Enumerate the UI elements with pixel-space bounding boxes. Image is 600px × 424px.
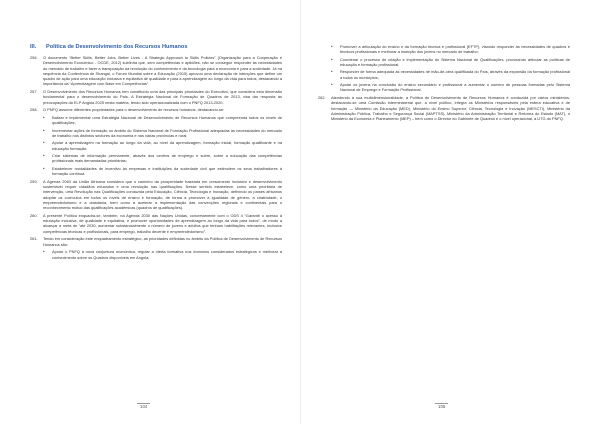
bullet-icon: • — [43, 153, 45, 159]
right-page — [300, 0, 600, 424]
bullet-icon: • — [331, 44, 333, 49]
list-item: • Apoiar a aprendizagem na formação ao longo da vida, ao nível da aprendizagem, formação inicial, formação qualificante e na educação formação; — [43, 140, 282, 151]
bullet-icon: • — [331, 56, 333, 62]
list-item: • Balizar e implementar uma Estratégia Nacional de Desenvolvimento de Recursos Humanos que compreenda todos os níveis de qualificações; — [43, 115, 282, 126]
paragraph-257 — [30, 89, 282, 105]
paragraph-262 — [318, 95, 570, 121]
right-column — [318, 44, 570, 124]
list-item: • Apoiar o PNFQ à nova conjuntura económica, regular a oferta formativa nos domínios considerados estratégicos e melhorar a conhecimento sobre os Quadros disponíveis em Angola; — [43, 249, 282, 260]
page-number: 104 — [137, 403, 150, 409]
paragraph-number: 259. — [30, 178, 38, 184]
list-item: • Responder de forma adequada às necessidades de mão-de-obra qualificada do País, através da expansão da formação profissional a todos os municípios; — [331, 69, 570, 80]
paragraph-number: 262. — [318, 95, 326, 101]
paragraph-number: 257. — [30, 89, 38, 94]
bullet-list-261 — [43, 249, 282, 260]
paragraph-text: Tendo em consideração este enquadramento estratégico, as prioridades definidas no âmbito da Política de Desenvolvimento de Recursos Humanos são: — [43, 236, 282, 247]
page-number: 105 — [435, 403, 448, 409]
paragraph-number: 261. — [30, 236, 38, 242]
paragraph-260 — [30, 213, 282, 234]
list-item: • Coordenar o processo de criação e implementação do Sistema Nacional de Qualificações, procurando articular as políticas de educação e formação profissional; — [331, 56, 570, 67]
bullet-icon: • — [43, 127, 45, 133]
paragraph-256 — [30, 55, 282, 87]
bullet-list-continued — [331, 44, 570, 93]
bullet-icon: • — [331, 82, 333, 88]
paragraph-text: O PNFQ assume diferentes propriedades para o desenvolvimento de recursos humanos, destacando-se: — [43, 107, 225, 113]
section-number: III. — [30, 44, 37, 50]
bullet-icon: • — [43, 115, 45, 120]
bullet-icon: • — [43, 140, 45, 146]
paragraph-text: Atendendo à sua multidimensionalidade, a Política de Desenvolvimento de Recursos Humanos é conduzida por vários ministérios, destacando-se uma Comissão Interministerial que, a nível político, integra os Ministérios responsáveis pela esfera educativa e de formação — Ministério da Educação (MED), Ministério do Ensino Superior, Ciência, Tecnologia e Inovação (MESCTI), Ministério da Administração Pública, Trabalho e Segurança Social (MAPTSS), Ministério da Administração Territorial e Reforma do Estado (MAT), o Ministério da Economia e Planeamento (MEP) – bem como o Director do Gabinete de Quadros e o nível operacional, a UTG do PNFQ. — [331, 95, 570, 122]
list-item: • Estabelecer modalidades de incentivo às empresas e instituições da sociedade civil que estimulem os seus trabalhadores à formação contínua. — [43, 165, 282, 176]
bullet-list-258 — [43, 115, 282, 176]
paragraph-261 — [30, 236, 282, 247]
paragraph-text: A Agenda 2063 da União Africana considera que o caminho da prosperidade baseada em crescimento inclusivo e desenvolvimento sustentável requer cidadãos educados e uma revolução nas qualificações. Nesse sentido estabelece, como uma prioritária de intervenção, uma Revolução nas Qualificações conduzida pela Educação, Ciência, Tecnologia e Inovação, definindo os países africanos adoptar os currículos em todos os níveis de ensino e formação, de forma a promover a igualdade de género, a criatividade, o empreendedorismo e a cidadania, bem como a acelerar a implementação das convenções regionais e continentais para o reconhecimento mútuo das qualificações académicas (quadros de qualificações). — [43, 178, 282, 210]
list-item: • Apoiar os jovens na conclusão do ensino secundário e profissional a aumentar o número de pessoas formadas pelo Sistema Nacional de Emprego e Formação Profissional. — [331, 82, 570, 93]
list-item: • Promover a articulação do ensino e da formação técnica e profissional (EFTP), visando responder às necessidades de quadros e técnicos profissionais e melhorar a inserção dos jovens no mercado de trabalho; — [331, 44, 570, 55]
section-title: Política de Desenvolvimento dos Recursos Humanos — [46, 44, 188, 50]
paragraph-text: A presente Política enquadra-se, também, na Agenda 2030 das Nações Unidas, concretamente com o ODS 4 “Garantir o acesso à educação inclusiva, de qualidade e equitativa, e promover oportunidades de aprendizagem ao longo da vida para todos”, de modo a alcançar a meta de “até 2030, aumentar substancialmente o número de jovens e adultos que tenham habilitações relevantes, inclusive competências técnicas e profissionais, para emprego, trabalho decente e empreendedorismo”. — [43, 212, 282, 234]
paragraph-number: 258. — [30, 107, 38, 113]
paragraph-number: 256. — [30, 55, 38, 60]
bullet-icon: • — [43, 165, 45, 171]
paragraph-text: O documento “Better Skills, Better Jobs, Better Lives - A Strategic Approach to Skills Policies” (Organização para a Cooperação e Desenvolvimento Económico - OCDE, 2012) sublinha que, sem competências e aptidões, não se consegue responder às necessidades do mercado de trabalho e fazer a transposição da revolução do conhecimento e da tecnologia para a economia e para a sociedade. Já na sequência da Conferência de Shangai, o Fórum Mundial sobre a Educação (2015) aprovou uma declaração de intenções que define um quadro de ação para uma educação inclusiva e equitativa de qualidade e para a aprendizagem ao longo da vida para todos, destacando a importância da “Aprendizagem com Base em Competências”. — [43, 55, 282, 87]
paragraph-number: 260. — [30, 212, 38, 218]
left-column — [30, 44, 282, 262]
paragraph-text: O Desenvolvimento dos Recursos Humanos tem constituído uma das principais prioridades do Executivo, que considera esta dimensão fundamental para o desenvolvimento do País. A Estratégia Nacional de Formação de Quadros de 2013, visa dar resposta às preocupações da ELP Angola 2025 nesta matéria, tendo sido operacionalizada com o PNFQ 2013-2020. — [43, 89, 282, 105]
paragraph-259 — [30, 179, 282, 211]
bullet-icon: • — [43, 249, 45, 255]
section-heading — [30, 44, 282, 50]
list-item: • Criar sistemas de informação permanente, através dos centros de emprego e sobre, sobre a educação das competências profissionais mais demandadas prioritárias; — [43, 153, 282, 164]
bullet-icon: • — [331, 69, 333, 75]
list-item: • Incrementar ações de formação no âmbito do Sistema Nacional de Formação Profissional adequadas às necessidades do mercado de trabalho nos distintos sectores da economia e nas várias províncias e rural; — [43, 127, 282, 138]
paragraph-258 — [30, 107, 282, 112]
